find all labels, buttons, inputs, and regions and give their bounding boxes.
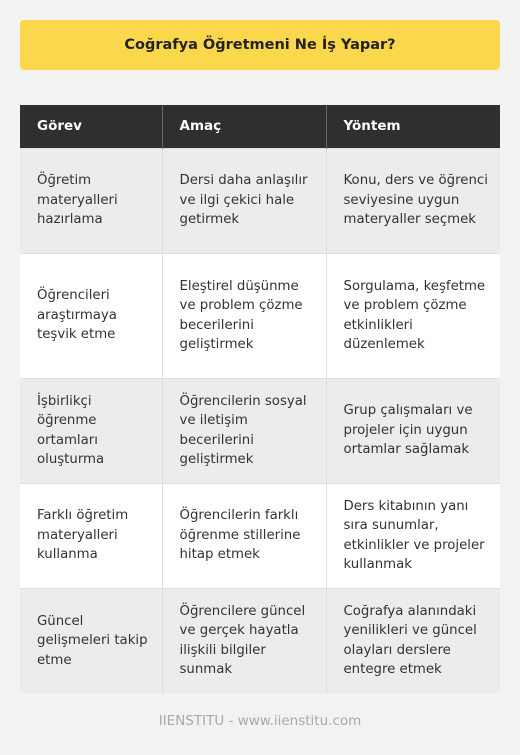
table-cell: Konu, ders ve öğrenci seviyesine uygun materyaller seçmek — [326, 148, 500, 253]
table-cell: Güncel gelişmeleri takip etme — [20, 588, 162, 693]
table-cell: Dersi daha anlaşılır ve ilgi çekici hale getirmek — [162, 148, 326, 253]
table-row — [20, 148, 500, 253]
page-title: Coğrafya Öğretmeni Ne İş Yapar? — [124, 37, 396, 53]
table-header-row — [20, 105, 500, 148]
column-header-amac: Amaç — [162, 105, 326, 148]
table-row — [20, 253, 500, 378]
title-banner — [20, 20, 500, 70]
table-cell: Coğrafya alanındaki yenilikleri ve güncel olayları derslere entegre etmek — [326, 588, 500, 693]
table-cell: Öğrencilerin sosyal ve iletişim becerilerini geliştirmek — [162, 378, 326, 483]
table-cell: Ders kitabının yanı sıra sunumlar, etkinlikler ve projeler kullanmak — [326, 483, 500, 588]
footer-credit: IIENSTITU - www.iienstitu.com — [158, 713, 362, 729]
table-container — [20, 105, 500, 693]
table-cell: Öğretim materyalleri hazırlama — [20, 148, 162, 253]
column-header-gorev: Görev — [20, 105, 162, 148]
column-header-yontem: Yöntem — [326, 105, 500, 148]
table-row — [20, 588, 500, 693]
table-row — [20, 378, 500, 483]
table-cell: Eleştirel düşünme ve problem çözme becerilerini geliştirmek — [162, 253, 326, 378]
table-cell: Grup çalışmaları ve projeler için uygun ortamlar sağlamak — [326, 378, 500, 483]
table-cell: Farklı öğretim materyalleri kullanma — [20, 483, 162, 588]
table-cell: Öğrencilere güncel ve gerçek hayatla ilişkili bilgiler sunmak — [162, 588, 326, 693]
table-cell: Öğrencileri araştırmaya teşvik etme — [20, 253, 162, 378]
table-cell: İşbirlikçi öğrenme ortamları oluşturma — [20, 378, 162, 483]
data-table — [20, 105, 500, 693]
table-cell: Sorgulama, keşfetme ve problem çözme etkinlikleri düzenlemek — [326, 253, 500, 378]
table-row — [20, 483, 500, 588]
table-cell: Öğrencilerin farklı öğrenme stillerine hitap etmek — [162, 483, 326, 588]
